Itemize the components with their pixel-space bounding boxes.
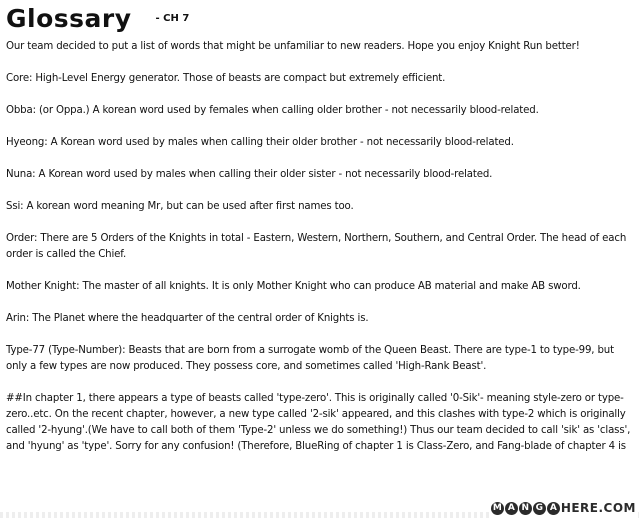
watermark-letter: G [533,502,546,515]
watermark-letter: A [547,502,560,515]
entry-arin: Arin: The Planet where the headquarter of the central order of Knights is. [6,313,369,324]
entry-type-77: Type-77 (Type-Number): Beasts that are born from a surrogate womb of the Queen Beast. There are type-1 to type-99, but only a few types are now produced. They possess core, and sometimes called 'High-Rank Beast'. [6,345,614,372]
watermark-letter: N [519,502,532,515]
glossary-entries [6,39,634,455]
entry-hyeong: Hyeong: A Korean word used by males when calling their older brother - not necessarily blood-related. [6,137,514,148]
header [6,4,189,38]
entry-mother-knight: Mother Knight: The master of all knights. It is only Mother Knight who can produce AB material and make AB sword. [6,281,581,292]
watermark-logo [489,498,638,518]
page-title: Glossary [6,4,132,33]
entry-nuna: Nuna: A Korean word used by males when calling their older sister - not necessarily blood-related. [6,169,493,180]
entry-core: Core: High-Level Energy generator. Those of beasts are compact but extremely efficient. [6,73,446,84]
entry-order: Order: There are 5 Orders of the Knights in total - Eastern, Western, Northern, Southern, and Central Order. The head of each order is called the Chief. [6,233,627,260]
chapter-label: - CH 7 [155,13,190,24]
watermark-text: HERE.COM [560,501,636,515]
watermark-letter: A [505,502,518,515]
intro-paragraph: Our team decided to put a list of words that might be unfamiliar to new readers. Hope you enjoy Knight Run better! [6,41,580,52]
entry-obba: Obba: (or Oppa.) A korean word used by females when calling older brother - not necessarily blood-related. [6,105,539,116]
entry-ssi: Ssi: A korean word meaning Mr, but can be used after first names too. [6,201,354,212]
watermark-letter: M [491,502,504,515]
entry-type-zero-note: ##In chapter 1, there appears a type of beasts called 'type-zero'. This is originally called '0-Sik'- meaning style-zero or type-zero..etc. On the recent chapter, however, a new type called '2-sik' appeared, and this clashes with type-2 which is originally called '2-hyung'.(We have to call both of them 'Type-2' unless we do something!) Thus our team decided to call 'sik' as 'class', and 'hyung' as 'type'. Sorry for any confusion! (Therefore, BlueRing of chapter 1 is Class-Zero, and Fang-blade of chapter 4 is [6,393,631,452]
